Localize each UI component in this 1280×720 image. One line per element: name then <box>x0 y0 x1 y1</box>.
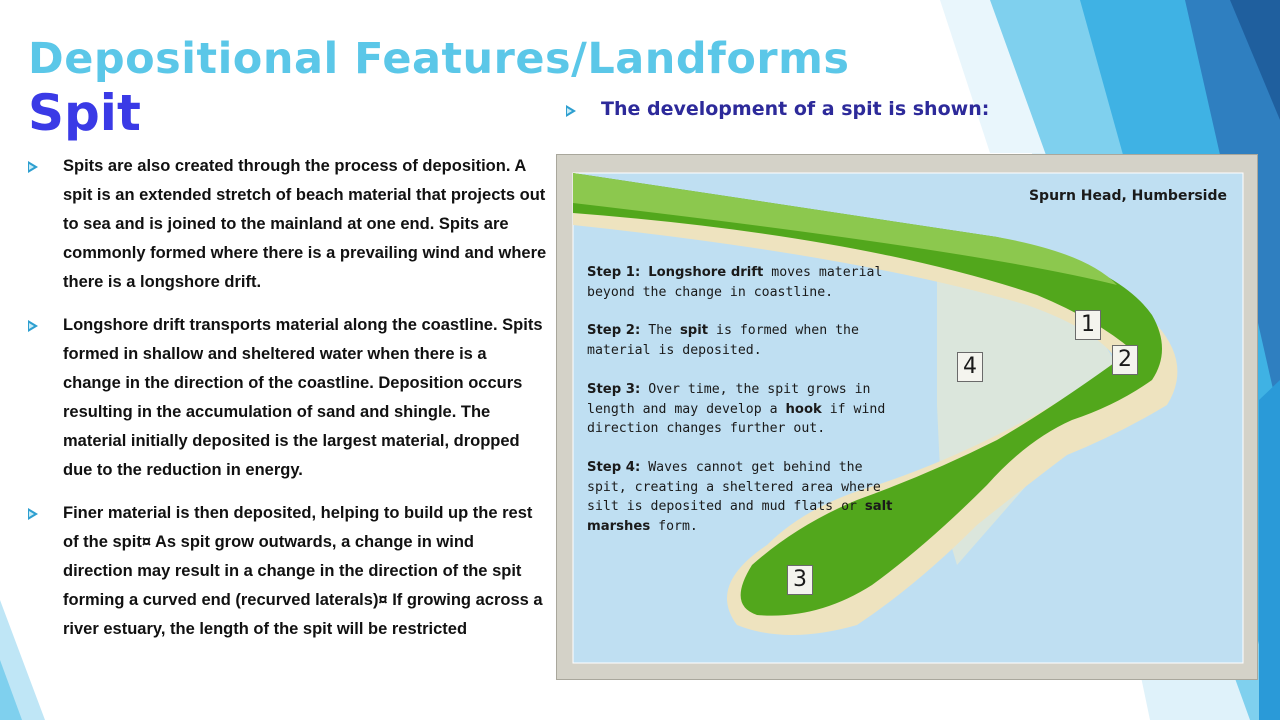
step-2 <box>587 321 897 360</box>
step-3 <box>587 380 897 439</box>
bullet-list <box>28 152 548 658</box>
step-label: Step 1: <box>587 265 641 280</box>
marker-1: 1 <box>1075 310 1101 340</box>
slide-subtitle: Spit <box>28 84 141 142</box>
step-text: if wind direction changes further out. <box>587 401 886 436</box>
step-text-bold: Longshore drift <box>648 265 764 280</box>
step-text: is formed when the material is deposited. <box>587 323 859 358</box>
step-4 <box>587 458 897 536</box>
marker-4: 4 <box>957 352 983 382</box>
step-text: form. <box>650 518 698 534</box>
step-text-bold: hook <box>785 401 822 417</box>
bullet-item <box>28 499 548 644</box>
bullet-item <box>28 152 548 297</box>
development-heading <box>566 98 989 120</box>
step-label: Step 4: <box>587 460 641 475</box>
bullet-text: Finer material is then deposited, helping to build up the rest of the spit¤ As spit grow outwards, a change in wind direction may result in a change in the direction of the spit forming a curved end (recurved laterals)¤ If growing across a river estuary, the length of the spit will be restricted <box>63 504 543 638</box>
marker-3: 3 <box>787 565 813 595</box>
step-text: moves material beyond the change in coastline. <box>587 265 883 300</box>
step-text-bold: spit <box>679 323 709 338</box>
bullet-item <box>28 311 548 485</box>
step-label: Step 2: <box>587 323 641 338</box>
bullet-arrow-icon <box>28 161 38 173</box>
development-heading-text: The development of a spit is shown: <box>601 98 990 120</box>
diagram-title: Spurn Head, Humberside <box>1028 188 1227 204</box>
marker-2: 2 <box>1112 345 1138 375</box>
bullet-arrow-icon <box>28 320 38 332</box>
step-label: Step 3: <box>587 382 641 397</box>
bullet-arrow-icon <box>28 508 38 520</box>
bullet-arrow-icon <box>566 105 576 117</box>
slide-title: Depositional Features/Landforms <box>28 34 850 84</box>
step-text: Waves cannot get behind the spit, creating a sheltered area where silt is deposited and mud flats or <box>587 460 881 514</box>
bullet-text: Longshore drift transports material along the coastline. Spits formed in shallow and sheltered water when there is a change in the direction of the coastline. Deposition occurs resulting in the accumulation of sand and shingle. The material initially deposited is the largest material, dropped due to the reduction in energy. <box>63 316 543 479</box>
step-text-bold: salt marshes <box>587 499 893 534</box>
spit-diagram <box>556 154 1258 680</box>
step-1 <box>587 263 897 302</box>
bullet-text: Spits are also created through the process of deposition. A spit is an extended stretch of beach material that projects out to sea and is joined to the mainland at one end. Spits are commonly formed where there is a prevailing wind and where there is a longshore drift. <box>63 157 547 291</box>
step-text: Over time, the spit grows in length and may develop a <box>587 382 871 417</box>
step-text: The <box>648 323 680 338</box>
